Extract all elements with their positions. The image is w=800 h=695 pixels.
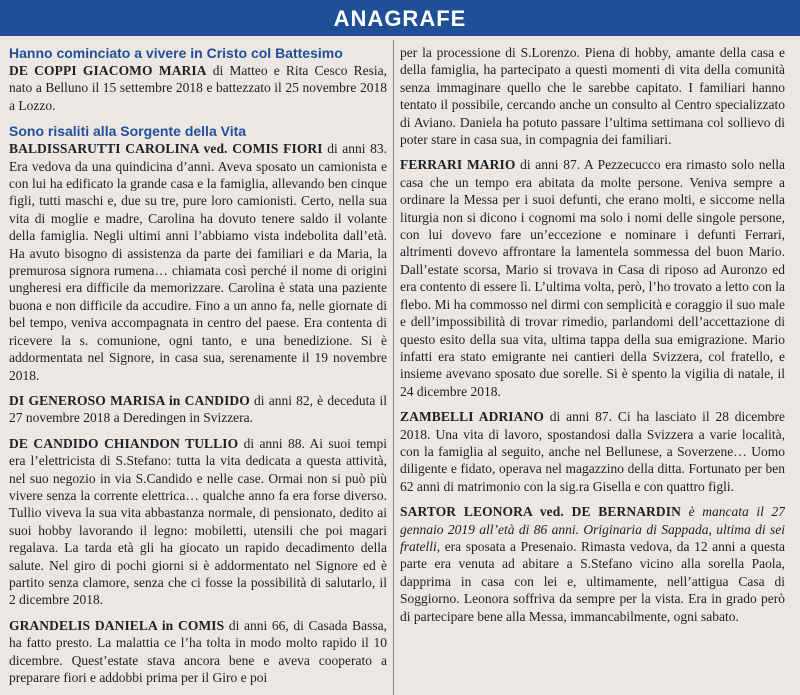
banner-title: ANAGRAFE — [333, 6, 467, 31]
entry-grandelis-continued: per la processione di S.Lorenzo. Piena di hobby, amante della casa e della famiglia, ha partecipato a questi momenti di vita della comunità senza immaginare quello che le sarebbe capitato. I familiari hanno tentato il possibile, cercando anche un consulto al Centro specializzato di Aviano. Daniela ha potuto passare l’ultima settimana col sollievo di poter stare in casa sua, in compagnia dei familiari. — [400, 45, 785, 148]
entry-name: BALDISSARUTTI CAROLINA ved. COMIS FIORI — [9, 141, 323, 157]
entry-text: di anni 66, di Casada Bassa, ha fatto presto. La malattia ce l’ha tolta in modo molto rapido il 10 dicembre. Quest’estate stava ancora bene e aveva cooperato a preparare fiori e addobbi prima per il Giro e poi — [9, 617, 387, 685]
entry-name: SARTOR LEONORA ved. DE BERNARDIN — [400, 504, 681, 520]
entry-name: ZAMBELLI ADRIANO — [400, 409, 544, 425]
entry-grandelis — [9, 617, 387, 687]
baptism-section-title: Hanno cominciato a vivere in Cristo col Battesimo — [9, 45, 343, 61]
entry-name: DE CANDIDO CHIANDON TULLIO — [9, 435, 239, 451]
entry-di-generoso — [9, 392, 387, 427]
entry-text: di anni 87. Ci ha lasciato il 28 dicembre 2018. Una vita di lavoro, spostandosi dalla Svizzera a varie località, con la famiglia al seguito, anche nel Bellunese, a Soverzene… Uomo diligente e fidato, operava nel magazzino della ditta. Fortunato per ben 62 anni di matrimonio con la sig.ra Gisella e con quattro figli. — [400, 409, 785, 494]
entry-text: di anni 82, è deceduta il 27 novembre 2018 a Deredingen in Svizzera. — [9, 392, 387, 426]
entry-italic-text: è mancata il 27 gennaio 2019 all’età di 86 anni. Originaria di Sappada, ultima di sei fratelli, — [400, 504, 785, 554]
entry-de-candido — [9, 435, 387, 609]
right-column — [400, 44, 785, 695]
column-divider — [393, 40, 394, 695]
entry-de-coppi — [9, 62, 387, 114]
entry-ferrari — [400, 156, 785, 400]
entry-name: DE COPPI GIACOMO MARIA — [9, 63, 207, 78]
entry-text: di anni 88. Ai suoi tempi era l’elettricista di S.Stefano: tutta la vita dedicata a questa attività, nel suo negozio in via S.Candido e nelle case. Ormai non si può più vivere senza la corrente elettrica… qualche anno fa era forse diverso. Tullio viveva la sua vita abbastanza normale, di pensionato, dedito ai suoi hobby lavorando il legno: mobiletti, utensili che poi magari regalava. La tarda età gli ha giocato un rapido decadimento della salute. Nel giro di pochi giorni si è addormentato nel Signore ed è partito senza clamore, senza che ci fosse la possibilità di salutarlo, il 2 dicembre 2018. — [9, 435, 387, 608]
section-banner — [0, 0, 800, 36]
left-column — [9, 44, 387, 695]
entry-zambelli — [400, 408, 785, 495]
entry-text: di anni 87. A Pezzecucco era rimasto solo nella casa che un tempo era abitata da molte persone. Veniva sempre a ordinare la Messa per i suoi defunti, che erano molti, e siccome nella liturgia non si dicono i cognomi ma solo i nomi delle singole persone, con lui dovevo fare un’eccezione e nominare i defunti Ferrari, altrimenti dovevo affrontare la lamentela sommessa del buon Mario. Dall’estate scorsa, Mario si trovava in Casa di riposo ad Auronzo ed era contento di essere lì. L’ultima volta, però, l’ho trovato a letto con la flebo. Mi ha commosso nel dirmi con semplicità e coraggio il suo male e dell’impossibilità di trovar rimedio, parlandomi dell’accettazione di questo esito della sua vita, ultima tappa della sua emigrazione. Mario infatti era stato emigrante nei cantieri della Svizzera, col fratello, e insieme avevano sposato due sorelle. Si è spento la vigilia di natale, il 24 dicembre 2018. — [400, 157, 785, 399]
entry-sartor — [400, 503, 785, 625]
entry-text: di Matteo e Rita Cesco Resia, nato a Belluno il 15 settembre 2018 e battezzato il 25 novembre 2018 a Lozzo. — [9, 63, 387, 113]
entry-text: di anni 83. Era vedova da una quindicina d’anni. Aveva sposato un camionista e con lui ha edificato la grande casa e la famiglia, allevando ben cinque figli, tutti maschi e, due su tre, pure loro camionisti. Certo, nella sua vita di moglie e madre, Carolina ha dovuto tenere saldo il volante della famiglia. Negli ultimi anni l’abbiamo vista indebolita dall’età. Ha avuto bisogno di assistenza da parte dei familiari e da Maria, la premurosa signora rumena… chiamata così perché il nome di origini ungheresi era difficile da memorizzare. Carolina è stata una paziente buona e non difficile da accudire. Fino a un anno fa, nelle giornate di bel tempo, veniva accompagnata in centro del paese. Era contenta di ricevere la s. comunione, ogni tanto, e una benedizione. Si è addormentata nel Signore, in casa sua, serenamente il 19 novembre 2018. — [9, 141, 387, 383]
entry-name: DI GENEROSO MARISA in CANDIDO — [9, 392, 250, 408]
entry-name: FERRARI MARIO — [400, 157, 516, 173]
entry-name: GRANDELIS DANIELA in COMIS — [9, 617, 225, 633]
entry-text: era sposata a Presenaio. Rimasta vedova, da 12 anni a questa parte era venuta ad abitare a S.Stefano vicino alla sorella Paola, dapprima in casa con lei e, ultimamente, nell’attigua Casa di Soggiorno. Leonora soffriva da sempre per la vista. Era in grado però di partecipare bene alla Messa, immancabilmente, ogni sabato. — [400, 538, 785, 624]
entry-baldissarutti — [9, 140, 387, 384]
deaths-section-title: Sono risaliti alla Sorgente della Vita — [9, 123, 247, 140]
